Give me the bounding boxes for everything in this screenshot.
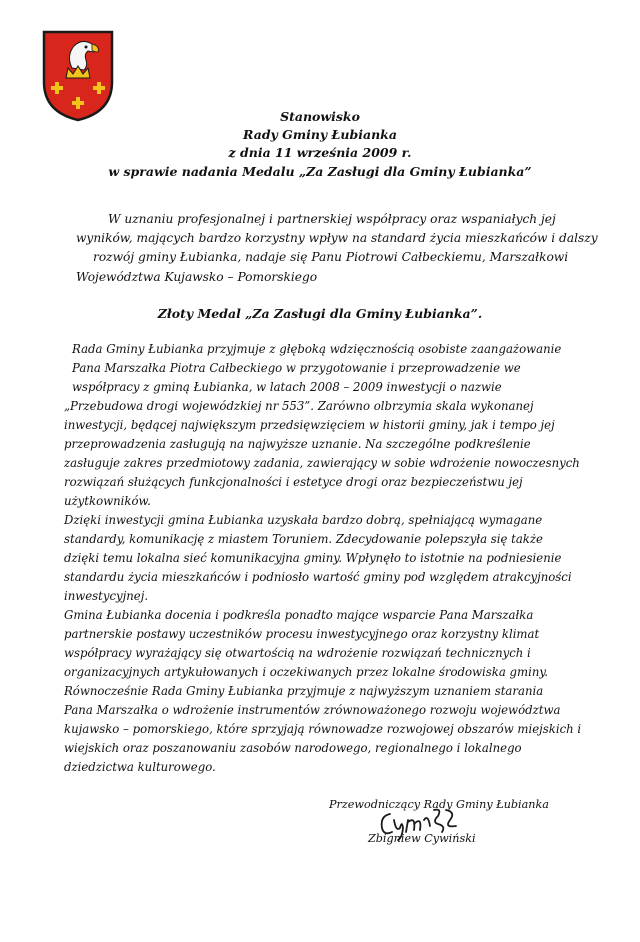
intro-line-3: rozwój gminy Łubianka, nadaje się Panu Piotrowi Całbeckiemu, Marszałkowi bbox=[93, 250, 569, 264]
signatory-title: Przewodniczący Rady Gminy Łubianka bbox=[329, 798, 549, 811]
body-line: Rada Gminy Łubianka przyjmuje z głęboką wdzięcznością osobiste zaangażowanie bbox=[72, 342, 562, 356]
body-line: organizacyjnych artykułowanych i oczekiwanych przez lokalne środowiska gminy. bbox=[64, 665, 549, 679]
body-line: inwestycji, będącej największym przedsięwzięciem w historii gminy, jak i tempo jej bbox=[64, 418, 555, 432]
body-line: inwestycyjnej. bbox=[64, 589, 149, 603]
body-line: zasługuje zakres przedmiotowy zadania, zawierający w sobie wdrożenie nowoczesnych bbox=[64, 456, 580, 470]
intro-line-1: W uznaniu profesjonalnej i partnerskiej współpracy oraz wspaniałych jej bbox=[108, 212, 556, 226]
body-line: Gmina Łubianka docenia i podkreśla ponadto mające wsparcie Pana Marszałka bbox=[64, 608, 534, 622]
body-line: wiejskich oraz poszanowaniu zasobów narodowego, regionalnego i lokalnego bbox=[64, 741, 522, 755]
body-line: użytkowników. bbox=[64, 494, 151, 508]
body-line: dzięki temu lokalna sieć komunikacyjna gminy. Wpłynęło to istotnie na podniesienie bbox=[64, 551, 562, 565]
medal-title: Złoty Medal „Za Zasługi dla Gminy Łubianka”. bbox=[157, 306, 483, 321]
heading-line-2: Rady Gminy Łubianka bbox=[243, 127, 397, 142]
signatory-name: Zbigniew Cywiński bbox=[368, 832, 476, 845]
body-line: Pana Marszałka Piotra Całbeckiego w przygotowanie i przeprowadzenie we bbox=[72, 361, 521, 375]
body-line: przeprowadzenia zasługują na najwyższe uznanie. Na szczególne podkreślenie bbox=[64, 437, 531, 451]
intro-line-2: wyników, mających bardzo korzystny wpływ na standard życia mieszkańców i dalszy bbox=[76, 231, 598, 245]
body-line: Dzięki inwestycji gmina Łubianka uzyskała bardzo dobrą, spełniającą wymagane bbox=[64, 513, 543, 527]
body-line: rozwiązań służących funkcjonalności i estetyce drogi oraz bezpieczeństwu jej bbox=[64, 475, 523, 489]
body-line: standardu życia mieszkańców i podniosło wartość gminy pod względem atrakcyjności bbox=[64, 570, 572, 584]
body-line: kujawsko – pomorskiego, które sprzyjają równowadze rozwojowej obszarów miejskich i bbox=[64, 722, 582, 736]
body-line: partnerskie postawy uczestników procesu inwestycyjnego oraz korzystny klimat bbox=[64, 627, 540, 641]
body-line: współpracy wyrażający się otwartością na wdrożenie rozwiązań technicznych i bbox=[64, 646, 531, 660]
heading-line-1: Stanowisko bbox=[280, 109, 360, 124]
heading-line-3: z dnia 11 września 2009 r. bbox=[228, 145, 412, 160]
body-line: „Przebudowa drogi wojewódzkiej nr 553”. Zarówno olbrzymia skala wykonanej bbox=[64, 399, 534, 413]
intro-line-4: Województwa Kujawsko – Pomorskiego bbox=[76, 270, 318, 284]
body-line: Równocześnie Rada Gminy Łubianka przyjmuje z najwyższym uznaniem starania bbox=[64, 684, 544, 698]
body-line: współpracy z gminą Łubianka, w latach 2008 – 2009 inwestycji o nazwie bbox=[72, 380, 502, 394]
body-line: standardy, komunikację z miastem Toruniem. Zdecydowanie polepszyła się także bbox=[64, 532, 543, 546]
body-line: Pana Marszałka o wdrożenie instrumentów zrównoważonego rozwoju województwa bbox=[64, 703, 561, 717]
body-line: dziedzictwa kulturowego. bbox=[64, 760, 216, 774]
heading-line-4: w sprawie nadania Medalu „Za Zasługi dla Gminy Łubianka” bbox=[108, 164, 532, 179]
